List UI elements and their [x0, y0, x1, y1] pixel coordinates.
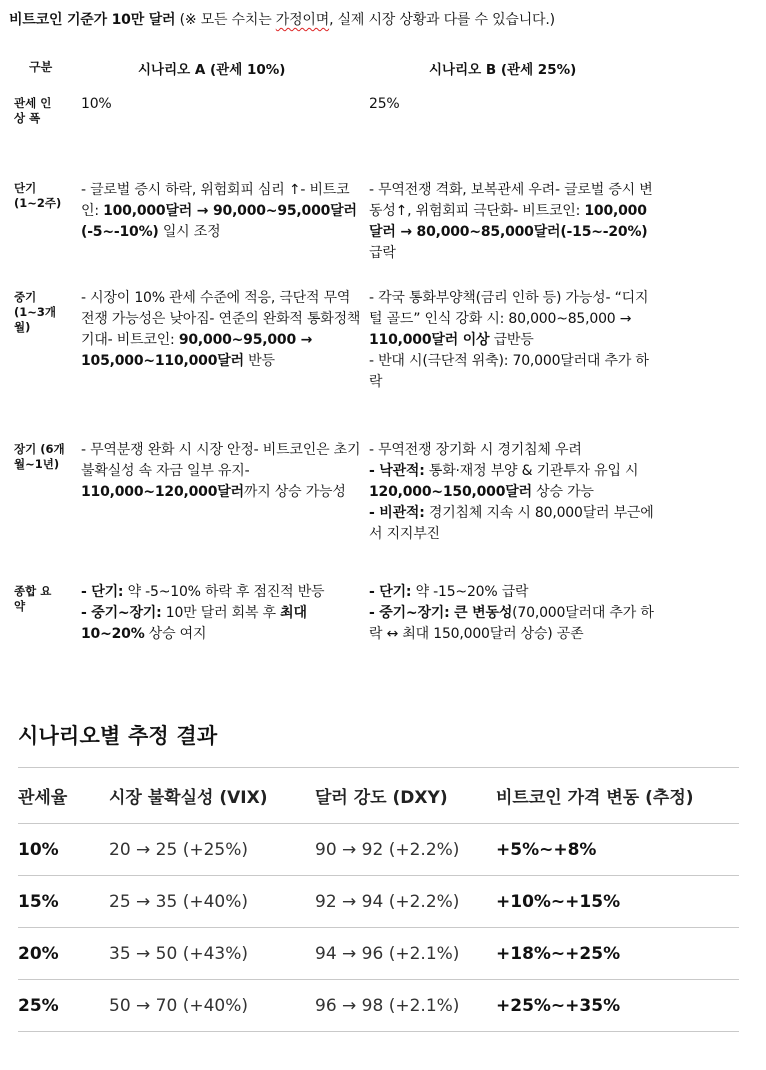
- cell-a-mid-term: - 시장이 10% 관세 수준에 적응, 극단적 무역전쟁 가능성은 낮아짐- 연준의 완화적 통화정책 기대- 비트코인: 90,000~95,000 → 105,000~110,000달러 반등: [81, 290, 361, 369]
- spellcheck-underlined-word: 가정이며: [275, 12, 330, 28]
- tariff-rate-cell: 15%: [18, 876, 109, 928]
- cell-b-mid-term: - 각국 통화부양책(금리 인하 등) 가능성- “디지털 골드” 인식 강화 시: 80,000~85,000 → 110,000달러 이상 급반등 - 반대 시(극단적 위축): 70,000달러대 추가 하락: [369, 290, 649, 390]
- vix-cell: 25 → 35 (+40%): [109, 876, 315, 928]
- cell-a-short-term: - 글로벌 증시 하락, 위험회피 심리 ↑- 비트코인: 100,000달러 → 90,000~95,000달러(-5~-10%) 일시 조정: [81, 182, 357, 240]
- table-header-scenario-a: 시나리오 A (관세 10%): [138, 62, 286, 78]
- disclaimer-suffix: , 실제 시장 상황과 다를 수 있습니다.): [329, 12, 555, 28]
- results-table: [18, 767, 739, 1032]
- btc-change-cell: +10%~+15%: [496, 876, 739, 928]
- document-title: 비트코인 기준가 10만 달러: [9, 12, 176, 28]
- dxy-cell: 96 → 98 (+2.1%): [315, 980, 496, 1032]
- tariff-rate-cell: 25%: [18, 980, 109, 1032]
- cell-b-short-term: - 무역전쟁 격화, 보복관세 우려- 글로벌 증시 변동성↑, 위험회피 극단화- 비트코인: 100,000달러 → 80,000~85,000달러(-15~-20%) 급락: [369, 182, 653, 261]
- table-row: [18, 824, 739, 876]
- dxy-cell: 90 → 92 (+2.2%): [315, 824, 496, 876]
- table-row: [18, 980, 739, 1032]
- cell-b-tariff: 25%: [369, 96, 400, 112]
- cell-a-long-term: - 무역분쟁 완화 시 시장 안정- 비트코인은 초기 불확실성 속 자금 일부 유지- 110,000~120,000달러까지 상승 가능성: [81, 442, 361, 500]
- row-label-long-term: 장기 (6개월~1년): [14, 442, 65, 471]
- results-header-dxy: 달러 강도 (DXY): [315, 768, 496, 824]
- cell-b-long-term: - 무역전쟁 장기화 시 경기침체 우려 - 낙관적: 통화·재정 부양 & 기관투자 유입 시 120,000~150,000달러 상승 가능 - 비관적: 경기침체 지속 시 80,000달러 부근에서 지지부진: [369, 442, 654, 542]
- row-label-short-term: 단기 (1~2주): [14, 181, 62, 210]
- btc-change-cell: +5%~+8%: [496, 824, 739, 876]
- cell-a-summary: - 단기: 약 -5~10% 하락 후 점진적 반등 - 중기~장기: 10만 달러 회복 후 최대 10~20% 상승 여지: [81, 584, 325, 642]
- row-label-tariff: 관세 인상 폭: [14, 96, 52, 125]
- table-row: [18, 876, 739, 928]
- dxy-cell: 94 → 96 (+2.1%): [315, 928, 496, 980]
- results-header-row: [18, 768, 739, 824]
- row-label-mid-term: 중기 (1~3개월): [14, 290, 57, 334]
- row-label-summary: 종합 요약: [14, 584, 52, 613]
- btc-change-cell: +18%~+25%: [496, 928, 739, 980]
- table-header-scenario-b: 시나리오 B (관세 25%): [429, 62, 577, 78]
- vix-cell: 20 → 25 (+25%): [109, 824, 315, 876]
- cell-b-summary: - 단기: 약 -15~20% 급락 - 중기~장기: 큰 변동성(70,000달러대 추가 하락 ↔ 최대 150,000달러 상승) 공존: [369, 584, 654, 642]
- vix-cell: 50 → 70 (+40%): [109, 980, 315, 1032]
- tariff-rate-cell: 10%: [18, 824, 109, 876]
- btc-change-cell: +25%~+35%: [496, 980, 739, 1032]
- results-header-btc-change: 비트코인 가격 변동 (추정): [496, 768, 739, 824]
- results-header-tariff-rate: 관세율: [18, 768, 109, 824]
- document-title-line: [9, 9, 555, 29]
- table-header-category: 구분: [29, 60, 53, 74]
- results-section-title: 시나리오별 추정 결과: [18, 724, 218, 748]
- vix-cell: 35 → 50 (+43%): [109, 928, 315, 980]
- disclaimer-prefix: (※ 모든 수치는: [175, 12, 276, 28]
- results-header-vix: 시장 불확실성 (VIX): [109, 768, 315, 824]
- table-row: [18, 928, 739, 980]
- dxy-cell: 92 → 94 (+2.2%): [315, 876, 496, 928]
- tariff-rate-cell: 20%: [18, 928, 109, 980]
- cell-a-tariff: 10%: [81, 96, 112, 112]
